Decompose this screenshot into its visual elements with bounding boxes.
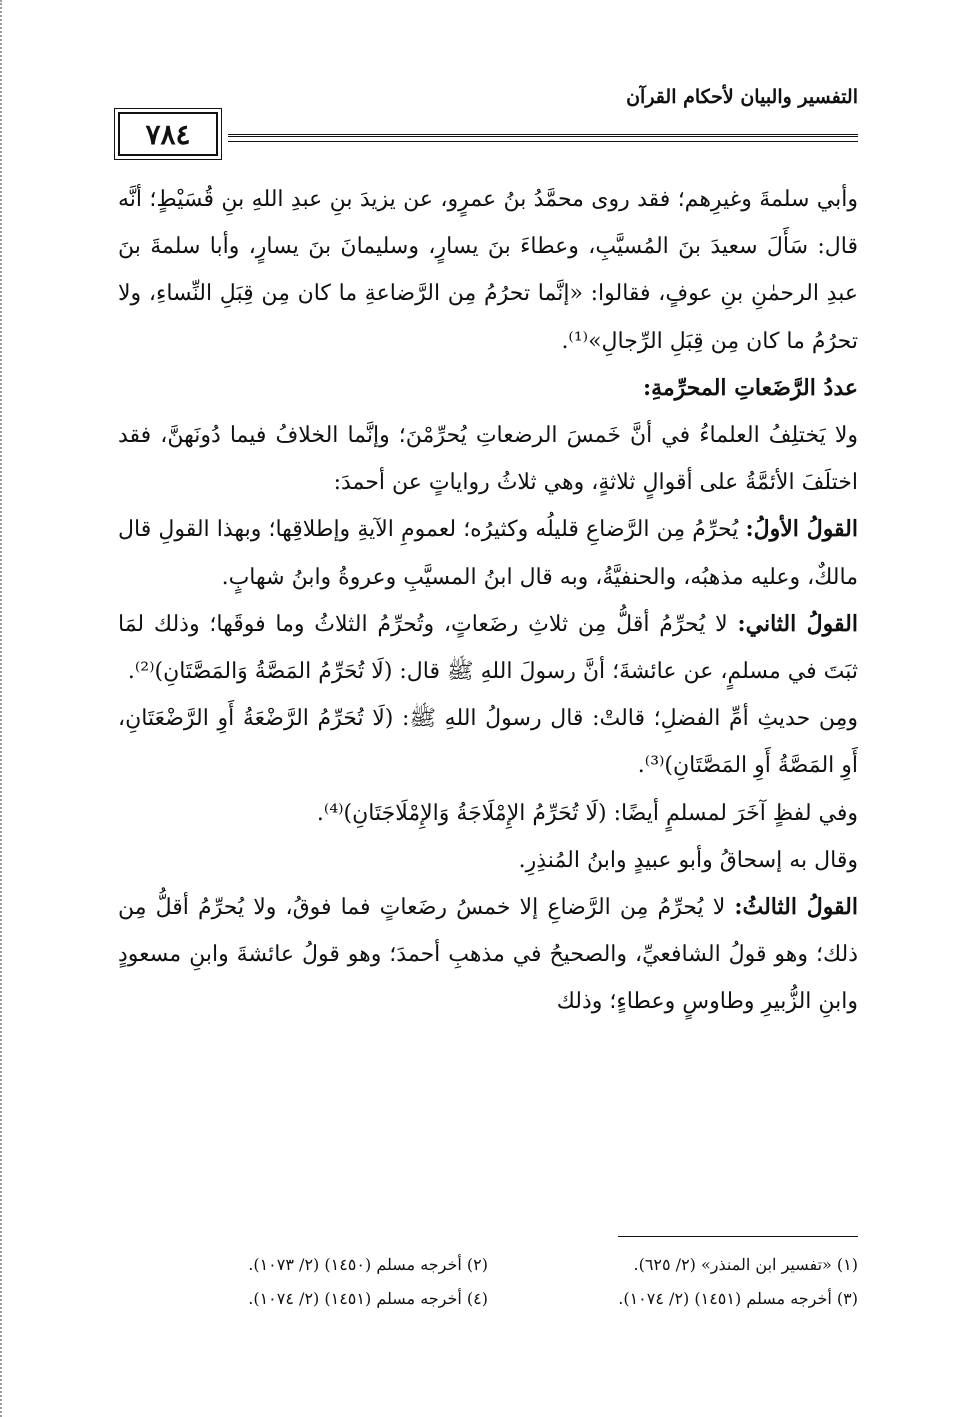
- footnote-rule: [618, 1236, 858, 1237]
- footnote: (٣) أخرجه مسلم (١٤٥١) (٢/ ١٠٧٤).: [618, 1289, 858, 1308]
- paragraph-lead: القولُ الثاني:: [737, 610, 858, 637]
- footnote: (٤) أخرجه مسلم (١٤٥١) (٢/ ١٠٧٤).: [248, 1289, 488, 1308]
- header-rule: [228, 134, 858, 137]
- footnote: (١) «تفسير ابن المنذر» (٢/ ٦٢٥).: [633, 1255, 858, 1274]
- paragraph-text: عددُ الرَّضَعاتِ المحرِّمةِ:: [642, 374, 858, 401]
- paragraph-text: يُحرِّمُ مِن الرَّضاعِ قليلُه وكثيرُه؛ لعمومِ الآيةِ وإطلاقِها؛ وبهذا القولِ قال مالكٌ، وعليه مذهبُه، والحنفيَّةُ، وبه قال ابنُ المسيَّبِ وعروةُ وابنُ شهابٍ.: [118, 517, 858, 590]
- paragraph-text: لا يُحرِّمُ أقلُّ مِن ثلاثِ رضَعاتٍ، وتُحرِّمُ الثلاثُ وما فوقَها؛ وذلك لمَا ثبَتَ في مسلمٍ، عن عائشةَ؛ أنَّ رسولَ اللهِ ﷺ قال: (لَا تُحَرِّمُ المَصَّةُ وَالمَصَّتَانِ)⁽²⁾.: [118, 611, 858, 685]
- paragraph: [118, 176, 858, 365]
- book-title: التفسير والبيان لأحكام القرآن: [626, 86, 858, 108]
- footnote: (٢) أخرجه مسلم (١٤٥٠) (٢/ ١٠٧٣).: [248, 1255, 488, 1274]
- paragraph: [118, 837, 858, 884]
- paragraph: [118, 884, 858, 1026]
- body-text: [118, 176, 858, 1026]
- paragraph-lead: القولُ الأولُ:: [745, 516, 859, 543]
- paragraph-text: ولا يَختلِفُ العلماءُ في أنَّ خَمسَ الرضعاتِ يُحرِّمْنَ؛ وإنَّما الخلافُ فيما دُونَهنَّ، فقد اختلَفَ الأئمَّةُ على أقوالٍ ثلاثةٍ، وهي ثلاثُ رواياتٍ عن أحمدَ:: [118, 423, 858, 496]
- header-rule-thin: [228, 141, 858, 142]
- paragraph-lead: القولُ الثالثُ:: [734, 894, 859, 921]
- paragraph: [118, 695, 858, 789]
- paragraph: [118, 506, 858, 600]
- paragraph-text: وفي لفظٍ آخَرَ لمسلمٍ أيضًا: (لَا تُحَرِّمُ الإِمْلَاجَةُ وَالإِمْلَاجَتَانِ)⁽⁴⁾.: [316, 800, 858, 826]
- section-heading: [118, 365, 858, 412]
- paragraph-text: لا يُحرِّمُ مِن الرَّضاعِ إلا خمسُ رضَعاتٍ فما فوقُ، ولا يُحرِّمُ أقلُّ مِن ذلك؛ وهو قولُ الشافعيِّ، والصحيحُ في مذهبِ أحمدَ؛ وهو قولُ عائشةَ وابنِ مسعودٍ وابنِ الزُّبيرِ وطاوسٍ وعطاءٍ؛ وذلك: [118, 895, 858, 1015]
- scan-edge-dots: [0, 0, 8, 1417]
- page-header: [118, 86, 858, 158]
- paragraph: [118, 412, 858, 506]
- paragraph-text: ومِن حديثِ أمِّ الفضلِ؛ قالتْ: قال رسولُ اللهِ ﷺ: (لَا تُحَرِّمُ الرَّضْعَةُ أَوِ الرَّضْعَتَانِ، أَوِ المَصَّةُ أَوِ المَصَّتَانِ)⁽³⁾.: [118, 706, 858, 779]
- paragraph: [118, 601, 858, 695]
- paragraph-text: وقال به إسحاقُ وأبو عبيدٍ وابنُ المُنذِرِ.: [518, 847, 858, 873]
- page-number: ٧٨٤: [118, 112, 218, 156]
- footnotes: [118, 1254, 858, 1310]
- paragraph: [118, 790, 858, 837]
- paragraph-text: وأبي سلمةَ وغيرِهم؛ فقد روى محمَّدُ بنُ عمرٍو، عن يزيدَ بنِ عبدِ اللهِ بنِ قُسَيْطٍ؛ أنَّه قال: سَأَلَ سعيدَ بنَ المُسيَّبِ، وعطاءَ بنَ يسارٍ، وسليمانَ بنَ يسارٍ، وأبا سلمةَ بنَ عبدِ الرحمٰنِ بنِ عوفٍ، فقالوا: «إنَّما تحرُمُ مِن الرَّضاعةِ ما كان مِن قِبَلِ النِّساءِ، ولا تحرُمُ ما كان مِن قِبَلِ الرِّجالِ»⁽¹⁾.: [118, 187, 858, 354]
